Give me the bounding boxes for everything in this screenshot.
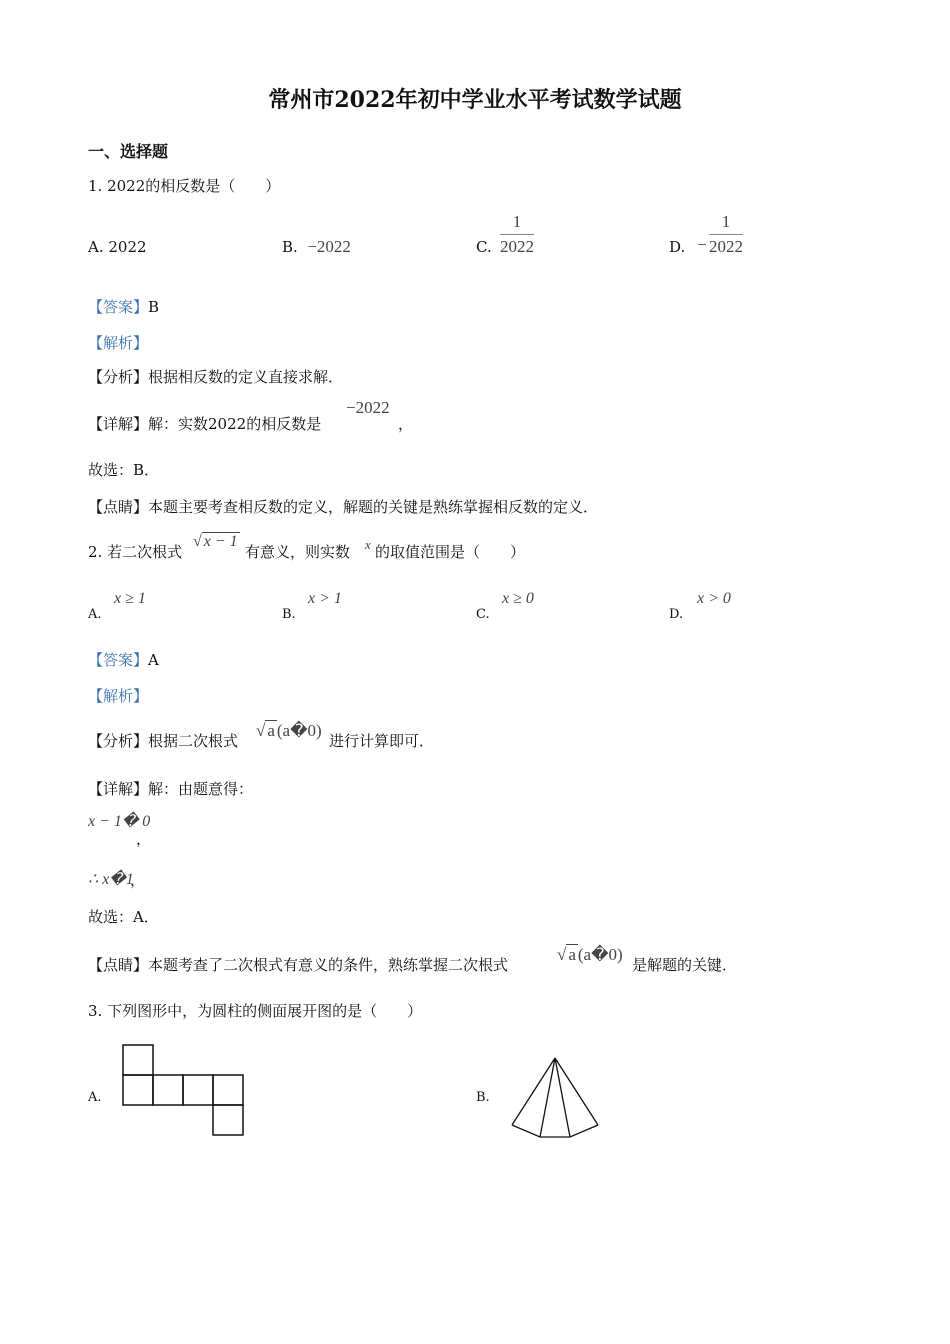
q2-stem-sqrt: √ x − 1 [193, 533, 238, 550]
q2-option-b-value: x > 1 [308, 590, 342, 607]
condition: (a�0) [276, 721, 322, 740]
q3-stem: 3. 下列图形中，为圆柱的侧面展开图的是（ ） [88, 1002, 423, 1020]
fenxi-tag: 【分析】 [88, 732, 149, 750]
q1-analysis-tag: 【解析】 [88, 334, 149, 352]
radicand: a [568, 945, 576, 964]
condition: (a�0) [577, 945, 623, 964]
q2-step2-end: ， [130, 871, 146, 889]
q1-xiangjie-math: −2022 [346, 398, 390, 417]
answer-tag: 【答案】 [88, 298, 149, 316]
dianjing-text: 本题主要考查相反数的定义，解题的关键是熟练掌握相反数的定义． [148, 498, 599, 516]
option-label: B. [282, 238, 298, 256]
answer-tag: 【答案】 [88, 651, 149, 669]
q2-stem-var: x [365, 537, 371, 552]
q1-guxuan: 故选：B． [88, 461, 160, 479]
q2-step1: x − 1� 0 [88, 813, 151, 830]
answer-value: B [148, 298, 160, 316]
q1-option-d-label: D. [669, 238, 686, 256]
q1-dianjing [88, 498, 598, 516]
q2-fenxi-math: √ a (a�0) [256, 721, 322, 740]
q1-xiangjie [88, 415, 321, 433]
q1-answer [88, 298, 159, 316]
q1-option-c-fraction [500, 212, 534, 257]
q1-option-b [282, 238, 351, 256]
dianjing-text: 本题考查了二次根式有意义的条件，熟练掌握二次根式 [148, 956, 509, 974]
q1-option-d-fraction [709, 212, 743, 257]
xiangjie-text: 解：实数2022的相反数是 [148, 415, 322, 433]
section-heading: 一、选择题 [88, 142, 169, 161]
q2-stem-mid: 有意义，则实数 [245, 543, 351, 561]
q3-option-b-pyramid-figure [505, 1052, 605, 1144]
answer-value: A [148, 651, 159, 669]
radicand: x − 1 [203, 533, 238, 550]
q2-fenxi [88, 732, 238, 750]
q2-stem-pre: 2. 若二次根式 [88, 543, 183, 561]
page-title: 常州市2022年初中学业水平考试数学试题 [268, 87, 682, 113]
q2-guxuan: 故选：A． [88, 908, 159, 926]
q2-option-d-value: x > 0 [697, 590, 731, 607]
q2-step2: ∴ x�1 [88, 871, 134, 888]
dianjing-tag: 【点睛】 [88, 956, 149, 974]
q3-option-a-net-figure [120, 1042, 250, 1140]
q2-dianjing [88, 956, 508, 974]
dianjing-tag: 【点睛】 [88, 498, 149, 516]
q2-step1-end: ， [136, 830, 152, 848]
q2-option-b-label: B. [282, 607, 296, 622]
q1-stem: 1. 2022的相反数是（ ） [88, 177, 281, 195]
fenxi-text: 根据二次根式 [148, 732, 239, 750]
q2-analysis-tag: 【解析】 [88, 687, 149, 705]
q1-option-c-label: C. [476, 238, 492, 256]
fenxi-tag: 【分析】 [88, 368, 149, 386]
fenxi-text: 根据相反数的定义直接求解． [148, 368, 344, 386]
q2-option-d-label: D. [669, 607, 684, 622]
q2-fenxi-post: 进行计算即可． [329, 732, 435, 750]
option-value: −2022 [307, 237, 351, 256]
xiangjie-tag: 【详解】 [88, 415, 149, 433]
xiangjie-tag: 【详解】 [88, 780, 149, 798]
q3-option-b-label: B. [476, 1090, 490, 1105]
q1-fenxi [88, 368, 343, 386]
numerator: 1 [709, 212, 743, 235]
q1-xiangjie-end: ， [398, 415, 414, 433]
radicand: a [267, 721, 275, 740]
q2-option-c-label: C. [476, 607, 490, 622]
xiangjie-text: 解：由题意得： [148, 780, 254, 798]
q1-option-a [88, 238, 147, 256]
q2-answer [88, 651, 159, 669]
q2-option-a-label: A. [88, 607, 102, 622]
q1-option-d-sign: − [697, 235, 707, 254]
q2-stem-post: 的取值范围是（ ） [375, 543, 526, 561]
option-value: 2022 [108, 238, 147, 256]
q3-option-a-label: A. [88, 1090, 102, 1105]
numerator: 1 [500, 212, 534, 235]
denominator: 2022 [709, 237, 743, 256]
q2-xiangjie [88, 780, 253, 798]
q2-option-a-value: x ≥ 1 [114, 590, 146, 607]
option-label: A. [88, 238, 104, 256]
q2-dianjing-math: √ a (a�0) [557, 945, 623, 964]
q2-option-c-value: x ≥ 0 [502, 590, 534, 607]
denominator: 2022 [500, 237, 534, 256]
q2-dianjing-post: 是解题的关键． [632, 956, 738, 974]
